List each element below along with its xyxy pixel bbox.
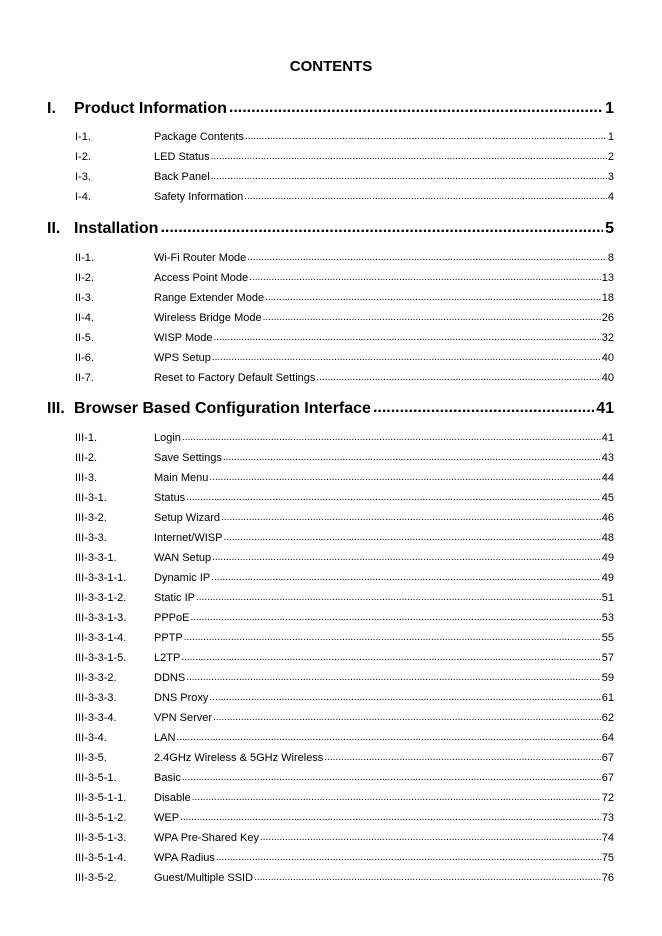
entry-title: Wi-Fi Router Mode [154, 252, 247, 264]
dot-leader [212, 351, 601, 364]
dot-leader [247, 251, 607, 264]
entry-page-number: 67 [601, 772, 614, 784]
entry-number: III-3-3-1-4. [75, 632, 127, 644]
entry-title: Main Menu [154, 472, 209, 484]
dot-leader [214, 331, 601, 344]
dot-leader [263, 311, 601, 324]
toc-section-browser-configuration[interactable] [47, 396, 614, 418]
dot-leader [260, 831, 601, 844]
dot-leader [180, 811, 601, 824]
dot-leader [186, 671, 601, 684]
toc-entry[interactable] [75, 187, 614, 203]
toc-entry[interactable] [75, 127, 614, 143]
dot-leader [160, 218, 603, 238]
entry-title: 2.4GHz Wireless & 5GHz Wireless [154, 752, 324, 764]
dot-leader [213, 711, 601, 724]
entry-title: WPA Pre-Shared Key [154, 832, 259, 844]
entry-page-number: 8 [607, 252, 614, 264]
entry-number: II-5. [75, 332, 94, 344]
dot-leader [196, 591, 601, 604]
entry-page-number: 43 [601, 452, 614, 464]
entry-number: I-1. [75, 131, 91, 143]
entry-number: III-3-3-1-5. [75, 652, 127, 664]
entry-title: Safety Information [154, 191, 244, 203]
entry-title: L2TP [154, 652, 181, 664]
toc-entry[interactable] [75, 548, 614, 564]
entry-page-number: 13 [601, 272, 614, 284]
toc-entry[interactable] [75, 868, 614, 884]
entry-number: II-1. [75, 252, 94, 264]
entry-title: DNS Proxy [154, 692, 209, 704]
section-title: Browser Based Configuration Interface [74, 400, 371, 417]
entry-number: III-3-3-4. [75, 712, 117, 724]
entry-number: III-3-2. [75, 512, 107, 524]
entry-number: II-2. [75, 272, 94, 284]
entry-number: III-3-5-1. [75, 772, 117, 784]
entry-title: LED Status [154, 151, 210, 163]
dot-leader [229, 98, 603, 118]
entry-title: Setup Wizard [154, 512, 221, 524]
entry-title: WPS Setup [154, 352, 211, 364]
entry-number: II-7. [75, 372, 94, 384]
toc-section-product-information[interactable] [47, 96, 614, 118]
dot-leader [211, 150, 607, 163]
dot-leader [181, 651, 600, 664]
entry-page-number: 75 [601, 852, 614, 864]
entry-number: III-3-3-2. [75, 672, 117, 684]
entry-title: Internet/WISP [154, 532, 223, 544]
entry-title: Reset to Factory Default Settings [154, 372, 316, 384]
entry-number: I-2. [75, 151, 91, 163]
entry-number: III-3-1. [75, 492, 107, 504]
entry-title: Wireless Bridge Mode [154, 312, 262, 324]
entry-page-number: 18 [601, 292, 614, 304]
entry-page-number: 2 [607, 151, 614, 163]
entry-title: PPPoE [154, 612, 190, 624]
entry-page-number: 3 [607, 171, 614, 183]
toc-entry[interactable] [75, 167, 614, 183]
toc-entry[interactable] [75, 648, 614, 664]
dot-leader [212, 551, 601, 564]
entry-page-number: 59 [601, 672, 614, 684]
entry-title: Access Point Mode [154, 272, 249, 284]
toc-entry[interactable] [75, 588, 614, 604]
section-page-number: 5 [605, 220, 614, 237]
dot-leader [244, 190, 607, 203]
dot-leader [223, 451, 601, 464]
entry-page-number: 1 [607, 131, 614, 143]
entry-number: III-3-5-1-3. [75, 832, 127, 844]
entry-number: II-3. [75, 292, 94, 304]
entry-page-number: 53 [601, 612, 614, 624]
dot-leader [211, 170, 607, 183]
entry-page-number: 26 [601, 312, 614, 324]
toc-entry[interactable] [75, 788, 614, 804]
toc-entry[interactable] [75, 608, 614, 624]
entry-number: III-3. [75, 472, 98, 484]
dot-leader [184, 631, 601, 644]
entry-title: Status [154, 492, 186, 504]
toc-entry[interactable] [75, 448, 614, 464]
entry-page-number: 74 [601, 832, 614, 844]
dot-leader [209, 691, 600, 704]
entry-number: I-4. [75, 191, 91, 203]
dot-leader [182, 431, 601, 444]
toc-entry[interactable] [75, 848, 614, 864]
entry-title: Dynamic IP [154, 572, 211, 584]
dot-leader [223, 531, 600, 544]
entry-title: Guest/Multiple SSID [154, 872, 254, 884]
toc-entry[interactable] [75, 288, 614, 304]
dot-leader [216, 851, 601, 864]
entry-title: Disable [154, 792, 191, 804]
entry-title: WISP Mode [154, 332, 213, 344]
entry-title: Range Extender Mode [154, 292, 265, 304]
entry-number: III-3-3-1. [75, 552, 117, 564]
entry-title: WEP [154, 812, 180, 824]
entry-page-number: 57 [601, 652, 614, 664]
toc-entry[interactable] [75, 708, 614, 724]
entry-title: PPTP [154, 632, 183, 644]
toc-entry[interactable] [75, 488, 614, 504]
dot-leader [176, 731, 600, 744]
entry-title: VPN Server [154, 712, 213, 724]
toc-entry[interactable] [75, 248, 614, 264]
toc-entry[interactable] [75, 688, 614, 704]
entry-number: III-3-5-1-1. [75, 792, 127, 804]
dot-leader [186, 491, 601, 504]
entry-title: Static IP [154, 592, 195, 604]
entry-page-number: 72 [601, 792, 614, 804]
entry-title: Back Panel [154, 171, 210, 183]
entry-page-number: 64 [601, 732, 614, 744]
toc-entry[interactable] [75, 568, 614, 584]
dot-leader [190, 611, 600, 624]
entry-number: III-3-4. [75, 732, 107, 744]
toc-section-installation[interactable] [47, 216, 614, 238]
entry-number: III-3-3-3. [75, 692, 117, 704]
section-title: Product Information [74, 100, 227, 117]
dot-leader [254, 871, 601, 884]
entry-page-number: 51 [601, 592, 614, 604]
section-title: Installation [74, 220, 159, 237]
entry-title: WAN Setup [154, 552, 212, 564]
entry-number: III-3-5-2. [75, 872, 117, 884]
dot-leader [209, 471, 600, 484]
entry-page-number: 40 [601, 372, 614, 384]
entry-title: Save Settings [154, 452, 222, 464]
entry-page-number: 40 [601, 352, 614, 364]
entry-page-number: 61 [601, 692, 614, 704]
entry-page-number: 48 [601, 532, 614, 544]
section-number: III. [47, 400, 65, 417]
dot-leader [245, 130, 607, 143]
entry-number: III-3-3. [75, 532, 107, 544]
entry-page-number: 49 [601, 572, 614, 584]
toc-entry[interactable] [75, 828, 614, 844]
toc-entry[interactable] [75, 728, 614, 744]
dot-leader [182, 771, 601, 784]
entry-title: Login [154, 432, 181, 444]
toc-entry[interactable] [75, 368, 614, 384]
entry-number: II-6. [75, 352, 94, 364]
section-page-number: 41 [596, 400, 614, 417]
toc-entry[interactable] [75, 508, 614, 524]
entry-page-number: 41 [601, 432, 614, 444]
dot-leader [192, 791, 601, 804]
entry-number: III-3-3-1-3. [75, 612, 127, 624]
entry-page-number: 73 [601, 812, 614, 824]
toc-entry[interactable] [75, 768, 614, 784]
entry-page-number: 49 [601, 552, 614, 564]
dot-leader [221, 511, 601, 524]
entry-number: I-3. [75, 171, 91, 183]
entry-title: DDNS [154, 672, 186, 684]
entry-page-number: 44 [601, 472, 614, 484]
toc-entry[interactable] [75, 268, 614, 284]
entry-number: III-3-5. [75, 752, 107, 764]
toc-entry[interactable] [75, 528, 614, 544]
dot-leader [373, 398, 594, 418]
toc-entry[interactable] [75, 628, 614, 644]
entry-page-number: 62 [601, 712, 614, 724]
entry-number: III-3-3-1-1. [75, 572, 127, 584]
entry-page-number: 55 [601, 632, 614, 644]
dot-leader [265, 291, 601, 304]
toc-entry[interactable] [75, 328, 614, 344]
toc-entry[interactable] [75, 668, 614, 684]
entry-page-number: 45 [601, 492, 614, 504]
entry-page-number: 76 [601, 872, 614, 884]
toc-entry[interactable] [75, 808, 614, 824]
toc-entry[interactable] [75, 428, 614, 444]
entry-title: Basic [154, 772, 181, 784]
toc-entry[interactable] [75, 468, 614, 484]
entry-title: Package Contents [154, 131, 244, 143]
entry-page-number: 67 [601, 752, 614, 764]
toc-entry[interactable] [75, 748, 614, 764]
page-title: CONTENTS [289, 58, 373, 75]
entry-page-number: 32 [601, 332, 614, 344]
section-page-number: 1 [605, 100, 614, 117]
toc-entry[interactable] [75, 348, 614, 364]
section-number: II. [47, 220, 61, 237]
entry-number: III-3-5-1-4. [75, 852, 127, 864]
section-number: I. [47, 100, 56, 117]
entry-page-number: 46 [601, 512, 614, 524]
entry-page-number: 4 [607, 191, 614, 203]
entry-title: WPA Radius [154, 852, 215, 864]
dot-leader [211, 571, 601, 584]
dot-leader [249, 271, 601, 284]
entry-number: III-2. [75, 452, 98, 464]
dot-leader [316, 371, 600, 384]
toc-entry[interactable] [75, 308, 614, 324]
entry-number: III-1. [75, 432, 98, 444]
toc-entry[interactable] [75, 147, 614, 163]
entry-title: LAN [154, 732, 176, 744]
dot-leader [324, 751, 600, 764]
entry-number: III-3-5-1-2. [75, 812, 127, 824]
entry-number: III-3-3-1-2. [75, 592, 127, 604]
entry-number: II-4. [75, 312, 94, 324]
